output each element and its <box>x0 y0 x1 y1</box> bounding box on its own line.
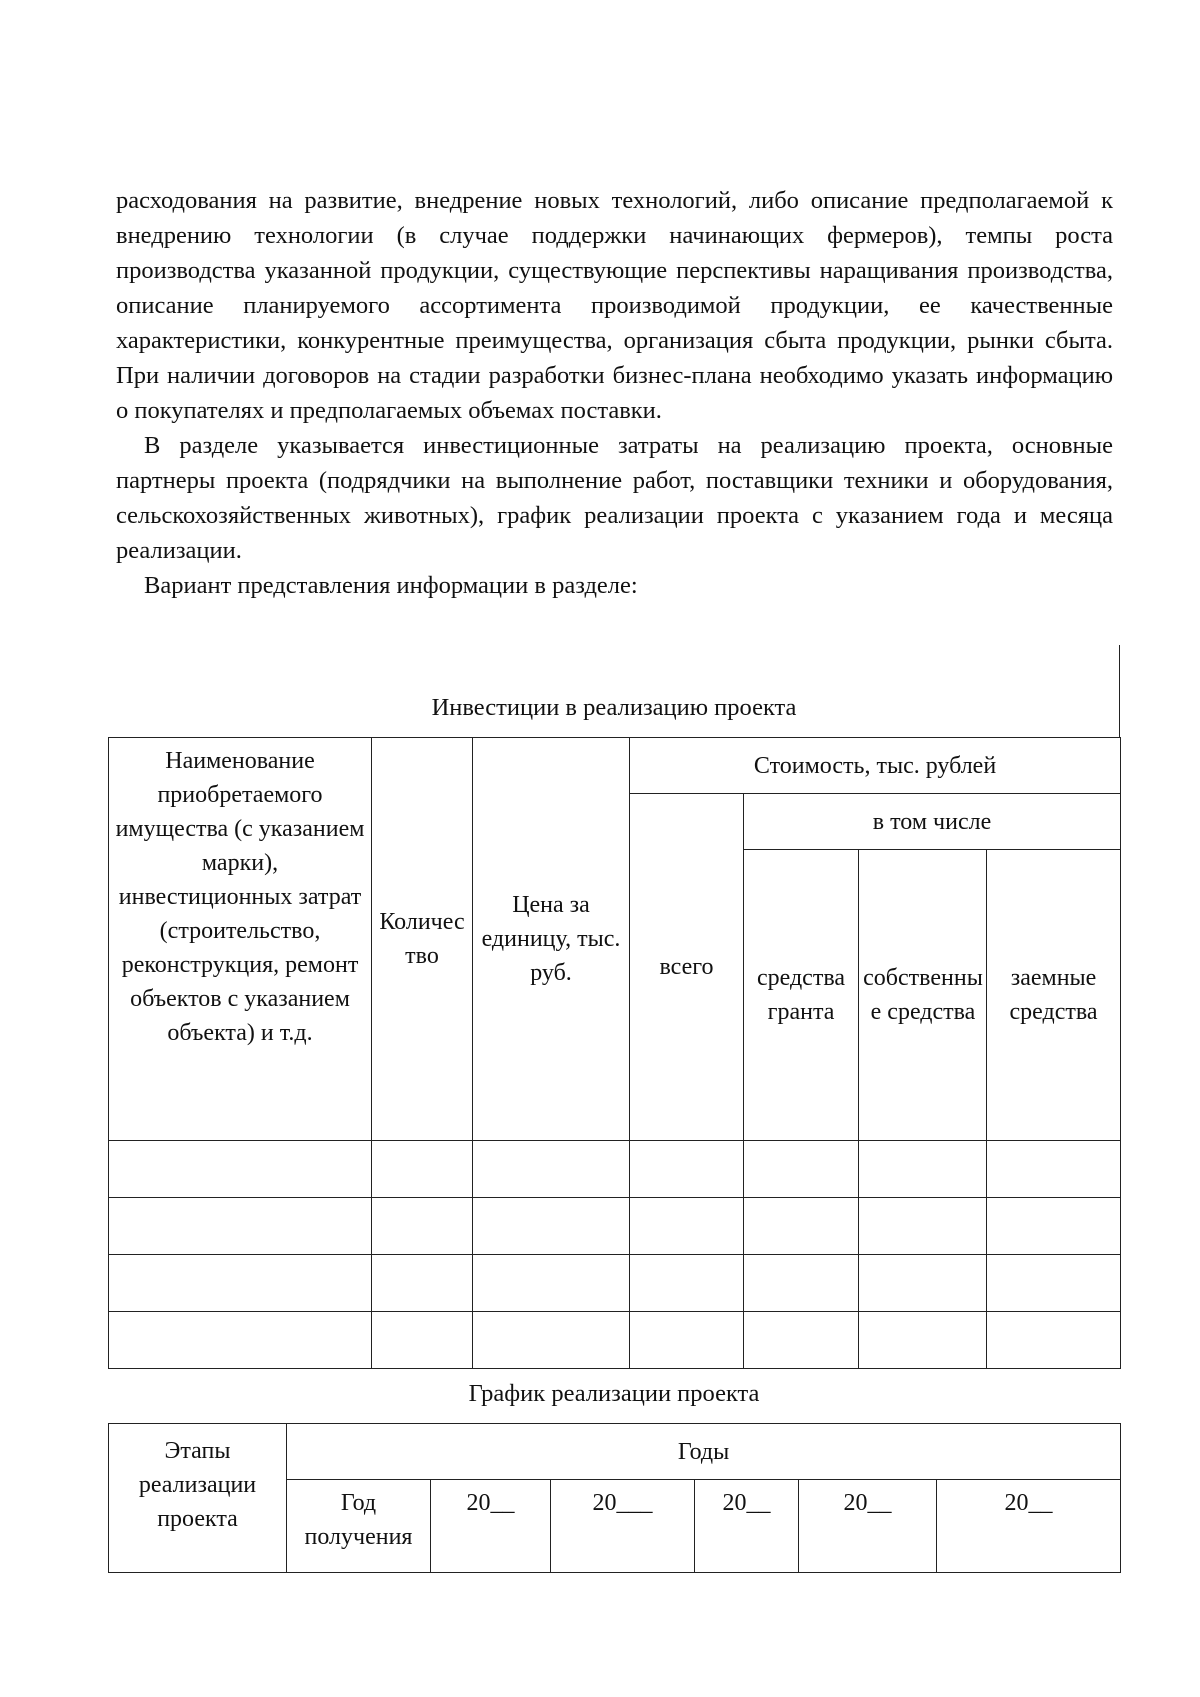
table-row <box>109 1198 1121 1255</box>
header-receipt-year: Год получения <box>287 1480 431 1573</box>
table-cell[interactable] <box>109 1141 372 1198</box>
table-cell[interactable] <box>372 1198 473 1255</box>
invest-table <box>108 737 1121 1369</box>
table-cell[interactable] <box>109 1312 372 1369</box>
header-cost-group: Стоимость, тыс. рублей <box>630 738 1121 794</box>
table-cell[interactable] <box>473 1198 630 1255</box>
table-cell[interactable] <box>744 1255 859 1312</box>
header-quantity: Количество <box>372 738 473 1141</box>
header-including: в том числе <box>744 794 1121 850</box>
header-year-4: 20__ <box>799 1480 937 1573</box>
table-cell[interactable] <box>859 1312 987 1369</box>
page-margin-line <box>1119 645 1120 737</box>
table-cell[interactable] <box>987 1198 1121 1255</box>
table-cell[interactable] <box>630 1312 744 1369</box>
table-cell[interactable] <box>987 1255 1121 1312</box>
paragraph-1: расходования на развитие, внедрение новых технологий, либо описание предполагаемой к внедрению технологии (в случае поддержки начинающих фермеров), темпы роста производства указанной продукции, существующие перспективы наращивания производства, описание планируемого ассортимента производимой продукции, ее качественные характеристики, конкурентные преимущества, организация сбыта продукции, рынки сбыта. При наличии договоров на стадии разработки бизнес-плана необходимо указать информацию о покупателях и предполагаемых объемах поставки. <box>116 187 1113 424</box>
paragraph-2: В разделе указывается инвестиционные затраты на реализацию проекта, основные партнеры проекта (подрядчики на выполнение работ, поставщики техники и оборудования, сельскохозяйственных животных), график реализации проекта с указанием года и месяца реализации. <box>116 432 1113 564</box>
header-borrowed: заемные средства <box>987 850 1121 1141</box>
table-cell[interactable] <box>109 1255 372 1312</box>
table-row <box>109 1141 1121 1198</box>
header-stages: Этапы реализации проекта <box>109 1424 287 1573</box>
table-cell[interactable] <box>859 1141 987 1198</box>
table-cell[interactable] <box>473 1255 630 1312</box>
table-cell[interactable] <box>987 1312 1121 1369</box>
header-years: Годы <box>287 1424 1121 1480</box>
table-cell[interactable] <box>630 1255 744 1312</box>
table-cell[interactable] <box>372 1141 473 1198</box>
header-year-1: 20__ <box>431 1480 551 1573</box>
header-total: всего <box>630 794 744 1141</box>
header-year-2: 20___ <box>551 1480 695 1573</box>
header-unit-price: Цена за единицу, тыс. руб. <box>473 738 630 1141</box>
table-cell[interactable] <box>473 1312 630 1369</box>
table-cell[interactable] <box>859 1198 987 1255</box>
table-cell[interactable] <box>109 1198 372 1255</box>
header-own: собственные средства <box>859 850 987 1141</box>
header-name: Наименование приобретаемого имущества (с указанием марки), инвестиционных затрат (строительство, реконструкция, ремонт объектов с указанием объекта) и т.д. <box>109 738 372 1141</box>
header-grant: средства гранта <box>744 850 859 1141</box>
paragraph-3: Вариант представления информации в разделе: <box>144 572 638 599</box>
table-cell[interactable] <box>473 1141 630 1198</box>
table-cell[interactable] <box>630 1141 744 1198</box>
invest-table-caption: Инвестиции в реализацию проекта <box>431 694 797 721</box>
table-cell[interactable] <box>987 1141 1121 1198</box>
header-year-3: 20__ <box>695 1480 799 1573</box>
table-cell[interactable] <box>744 1198 859 1255</box>
table-row <box>109 1255 1121 1312</box>
schedule-table <box>108 1423 1121 1573</box>
table-cell[interactable] <box>372 1312 473 1369</box>
table-cell[interactable] <box>744 1312 859 1369</box>
table-row <box>109 1312 1121 1369</box>
header-year-5: 20__ <box>937 1480 1121 1573</box>
table-cell[interactable] <box>744 1141 859 1198</box>
schedule-table-caption: График реализации проекта <box>468 1380 760 1407</box>
body-text <box>116 183 1113 603</box>
table-cell[interactable] <box>630 1198 744 1255</box>
table-cell[interactable] <box>372 1255 473 1312</box>
table-cell[interactable] <box>859 1255 987 1312</box>
